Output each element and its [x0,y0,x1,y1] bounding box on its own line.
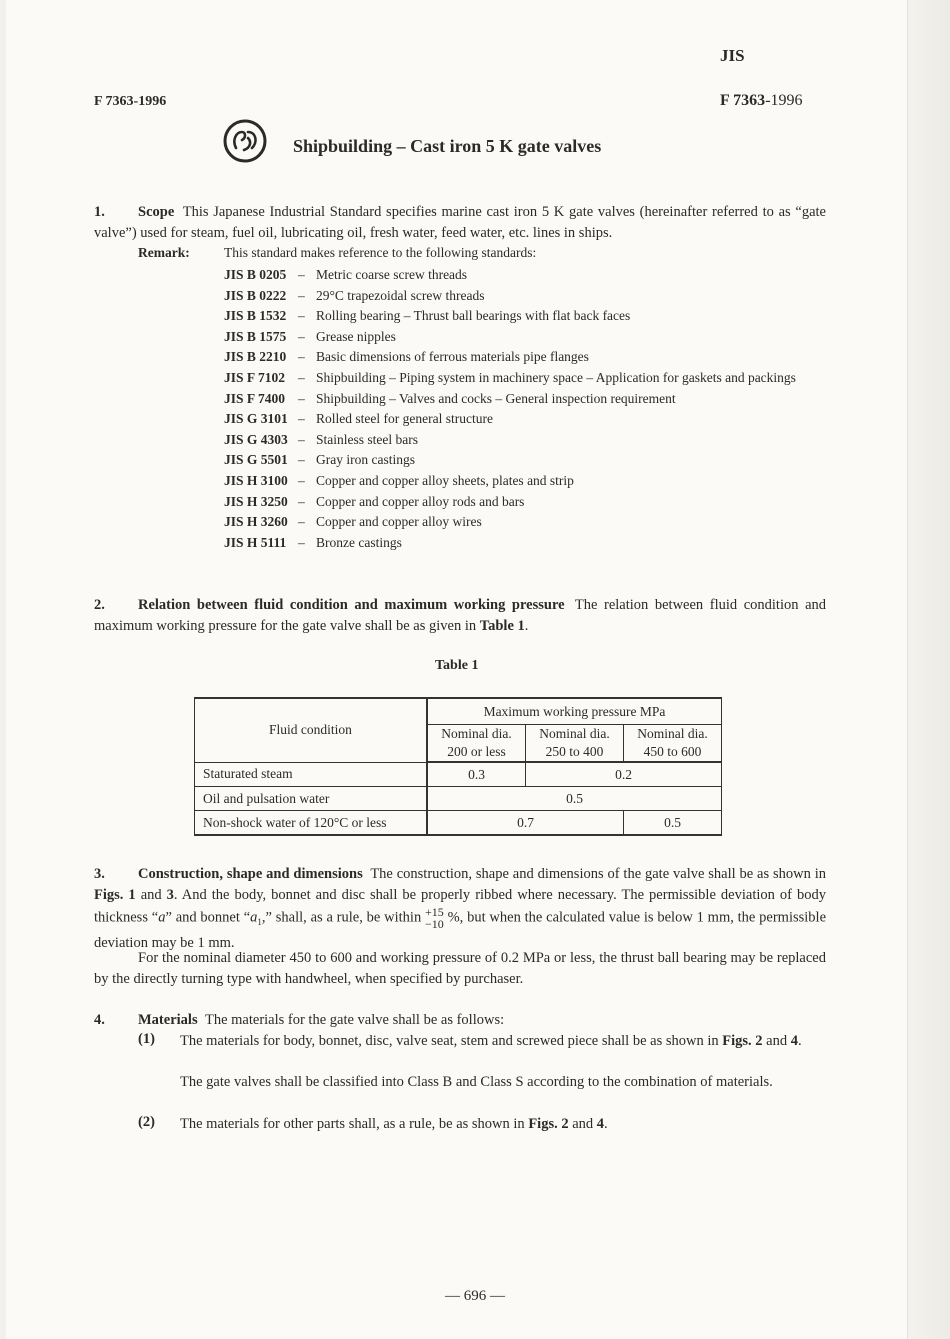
reference-item: JIS G 3101 – Rolled steel for general structure [224,411,493,427]
reference-list [224,265,824,553]
reference-item: JIS H 3260 – Copper and copper alloy wires [224,514,482,530]
pressure-table [194,697,722,836]
reference-item: JIS G 5501 – Gray iron castings [224,452,415,468]
page-number: — 696 — [445,1288,505,1304]
row-label: Non-shock water of 120°C or less [195,811,428,836]
section-construction-para2: For the nominal diameter 450 to 600 and working pressure of 0.2 MPa or less, the thrust ball bearing may be replaced by the directly turning type with handwheel, when specified by purchaser. [94,950,826,987]
row-label: Staturated steam [195,762,428,787]
reference-item: JIS F 7102 – Shipbuilding – Piping system in machinery space – Application for gaskets and packings [224,369,796,385]
reference-item: JIS B 0205 – Metric coarse screw threads [224,267,468,282]
section-fluid-pressure: 2. Relation between fluid condition and maximum working pressure The relation between fluid condition and maximum working pressure for the gate valve shall be as given in Table 1. [94,597,826,634]
reference-item: JIS H 3250 – Copper and copper alloy rods and bars [224,493,525,509]
materials-item-1-extra: The gate valves shall be classified into Class B and Class S according to the combination of materials. [180,1074,773,1090]
table-cell: 0.5 [624,811,722,836]
materials-item-1: The materials for body, bonnet, disc, valve seat, stem and screwed piece shall be as shown in Figs. 2 and 4. [180,1033,802,1049]
table-cell: 0.3 [427,762,526,787]
table-cell: 0.2 [526,762,722,787]
row-label: Oil and pulsation water [195,787,428,811]
section-materials: 4. Materials The materials for the gate valve shall be as follows: [94,1012,505,1028]
tolerance: +15 −10 [425,905,444,931]
reference-item: JIS F 7400 – Shipbuilding – Valves and cocks – General inspection requirement [224,390,676,406]
header-dia-450-600: Nominal dia. 450 to 600 [624,725,722,763]
remark-text: This standard makes reference to the following standards: [224,245,537,260]
reference-item: JIS B 1575 – Grease nipples [224,328,396,344]
header-fluid-condition: Fluid condition [195,698,428,762]
item-number: (2) [138,1114,155,1130]
reference-item: JIS B 1532 – Rolling bearing – Thrust ball bearings with flat back faces [224,308,631,324]
reference-item: JIS H 3100 – Copper and copper alloy sheets, plates and strip [224,472,574,488]
page-title: Shipbuilding – Cast iron 5 K gate valves [293,136,602,156]
section-construction: 3. Construction, shape and dimensions The construction, shape and dimensions of the gate valve shall be as shown in Figs. 1 and 3. And the body, bonnet and disc shall be properly ribbed where necessary. The permissible deviation of body thickness “a” and bonnet “$a_1$,” shall, as a rule, be within +15 −10 %, but when the calculated value is below 1 mm, the permissible deviation may be 1 mm. [94,866,827,952]
page-right-edge [907,0,950,1339]
jis-logo-icon [222,118,268,164]
jis-mark: JIS [720,46,745,65]
header-dia-200: Nominal dia. 200 or less [427,725,526,763]
doc-number-left: F 7363-1996 [94,94,167,109]
materials-item-2: The materials for other parts shall, as a rule, be as shown in Figs. 2 and 4. [180,1116,608,1132]
header-max-pressure: Maximum working pressure MPa [427,698,722,725]
table-caption: Table 1 [435,658,479,673]
section-scope: 1. Scope This Japanese Industrial Standard specifies marine cast iron 5 K gate valves (hereinafter referred to as “gate valve”) used for steam, fuel oil, lubricating oil, fresh water, feed water, etc. lines in ships. [94,204,826,241]
doc-number-right: F 7363-1996 [720,92,803,109]
header-dia-250-400: Nominal dia. 250 to 400 [526,725,624,763]
item-number: (1) [138,1031,155,1047]
page-left-edge [0,0,6,1339]
table-cell: 0.7 [427,811,624,836]
reference-item: JIS B 0222 – 29°C trapezoidal screw threads [224,287,485,303]
reference-item: JIS H 5111 – Bronze castings [224,534,402,550]
table-cell: 0.5 [427,787,722,811]
reference-item: JIS G 4303 – Stainless steel bars [224,431,418,447]
reference-item: JIS B 2210 – Basic dimensions of ferrous materials pipe flanges [224,349,589,365]
remark-label: Remark: [138,245,190,260]
